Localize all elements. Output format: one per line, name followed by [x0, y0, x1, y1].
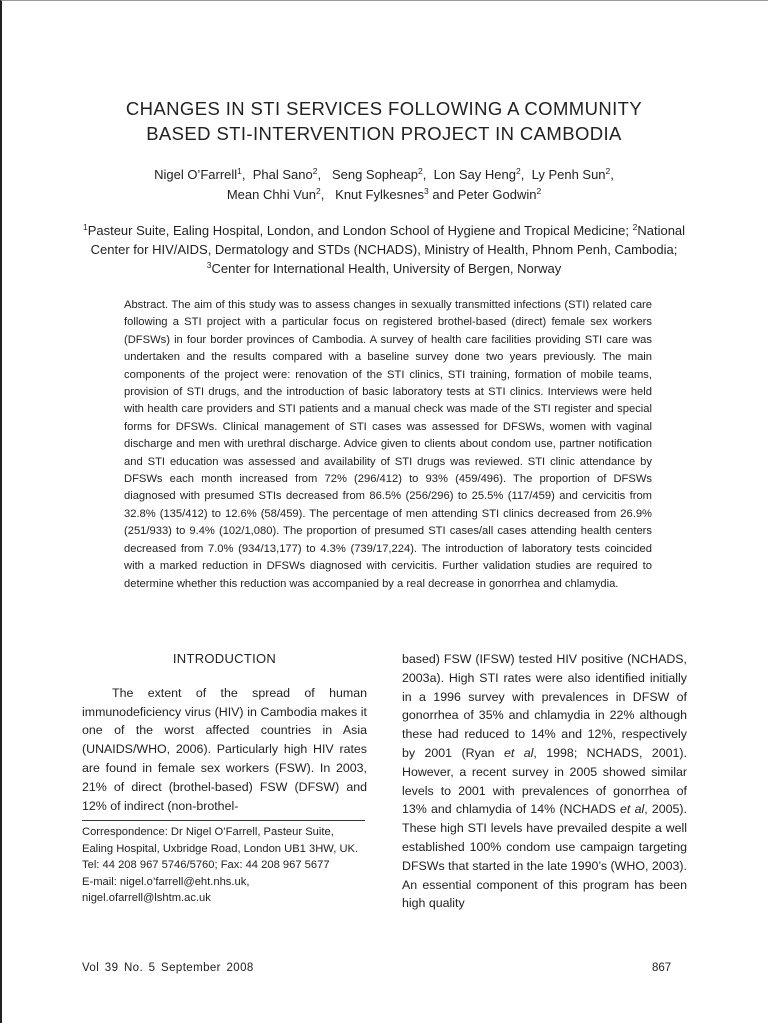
- correspondence-email: E-mail: nigel.o’farrell@eht.nhs.uk, nigel.ofarrell@lshtm.ac.uk: [82, 875, 250, 905]
- author: Seng Sopheap$^2$,: [331, 166, 430, 182]
- affiliation-mark: 3: [206, 260, 212, 270]
- abstract: Abstract. The aim of this study was to assess changes in sexually transmitted infections (STI) related care following a STI project with a particular focus on registered brothel-based (direct) female sex workers (DFSWs) in four border provinces of Cambodia. A survey of health care facilities providing STI care was undertaken and the results compared with a baseline survey done two years previously. The main components of the project were: renovation of the STI clinics, STI training, formation of mobile teams, provision of STI drugs, and the introduction of basic laboratory tests at STI clinics. Interviews were held with health care providers and STI patients and a manual check was made of the STI register and special forms for DFSWs. Clinical management of STI cases was assessed for DFSWs, women with vaginal discharge and men with urethral discharge. Advice given to clients about condom use, partner notification and STI education was assessed and availability of STI drugs was reviewed. STI clinic attendance by DFSWs each month increased from 72% (296/412) to 93% (459/496). The proportion of DFSWs diagnosed with presumed STIs decreased from 86.5% (256/296) to 25.5% (117/459) and cervicitis from 32.8% (135/412) to 12.6% (58/459). The percentage of men attending STI clinics decreased from 26.9% (251/933) to 9.4% (102/1,080). The proportion of presumed STI cases/all cases attending health centers decreased from 7.0% (934/13,177) to 4.3% (739/17,224). The introduction of laboratory tests coincided with a marked reduction in DFSWs diagnosed with cervicitis. Further validation studies are required to determine whether this reduction was accompanied by a real decrease in gonorrhea and chlamydia.: [124, 299, 652, 590]
- correspondence-address: Correspondence: Dr Nigel O’Farrell, Pasteur Suite, Ealing Hospital, Uxbridge Road, London UB1 3HW, UK.: [82, 826, 359, 855]
- author: Nigel O’Farrell$^1$,: [154, 166, 250, 182]
- title-line-2: BASED STI-INTERVENTION PROJECT IN CAMBODIA: [146, 123, 622, 144]
- footnote-divider: [82, 820, 365, 821]
- page-number: 867: [652, 962, 672, 974]
- affiliation-3: Center for International Health, University of Bergen, Norway: [211, 261, 562, 276]
- right-column-paragraph: based) FSW (IFSW) tested HIV positive (NCHADS, 2003a). High STI rates were also identified initially in a 1996 survey with prevalences in DFSW of gonorrhea of 35% and chlamydia in 22% although these had reduced to 14% and 12%, respectively by 2001 (Ryan et al, 1998; NCHADS, 2001). However, a recent survey in 2005 showed similar levels to 2001 with prevalences of gonorrhea of 13% and chlamydia of 14% (NCHADS et al, 2005). These high STI levels have prevailed despite a well established 100% condom use campaign targeting DFSWs that started in the late 1990’s (WHO, 2003). An essential component of this program has been high quality: [402, 652, 688, 911]
- author-list: [90, 165, 678, 205]
- section-heading-introduction: INTRODUCTION: [172, 651, 277, 666]
- affiliation-1: Pasteur Suite, Ealing Hospital, London, and London School of Hygiene and Tropical Medicine;: [87, 223, 633, 238]
- author: Peter Godwin$^2$: [457, 186, 542, 202]
- intro-paragraph: The extent of the spread of human immunodeficiency virus (HIV) in Cambodia makes it one of the worst affected countries in Asia (UNAIDS/WHO, 2006). Particularly high HIV rates are found in female sex workers (FSW). In 2003, 21% of direct (brothel-based) FSW (DFSW) and 12% of indirect (non-brothel-: [82, 685, 367, 813]
- affiliation-mark: 2: [632, 222, 638, 232]
- affiliation-2: National Center for HIV/AIDS, Dermatology and STDs (NCHADS), Ministry of Health, Phnom Penh, Cambodia;: [90, 223, 686, 257]
- left-column: [82, 650, 367, 815]
- author: Lon Say Heng$^2$,: [433, 166, 528, 182]
- author: Ly Penh Sun$^2$,: [531, 166, 614, 182]
- right-column: [402, 650, 687, 913]
- author: Phal Sano$^2$,: [252, 166, 329, 182]
- author: Mean Chhi Vun$^2$,: [226, 186, 332, 202]
- affiliations: [70, 221, 698, 278]
- correspondence-footnote: [82, 824, 367, 907]
- correspondence-phone: Tel: 44 208 967 5746/5760; Fax: 44 208 967 5677: [82, 859, 330, 872]
- journal-volume-info: Vol 39 No. 5 September 2008: [82, 962, 254, 974]
- affiliation-mark: 1: [82, 222, 88, 232]
- author: Knut Fylkesnes$^3$ and: [335, 186, 458, 202]
- article-title: [60, 96, 708, 146]
- title-line-1: CHANGES IN STI SERVICES FOLLOWING A COMMUNITY: [125, 98, 643, 119]
